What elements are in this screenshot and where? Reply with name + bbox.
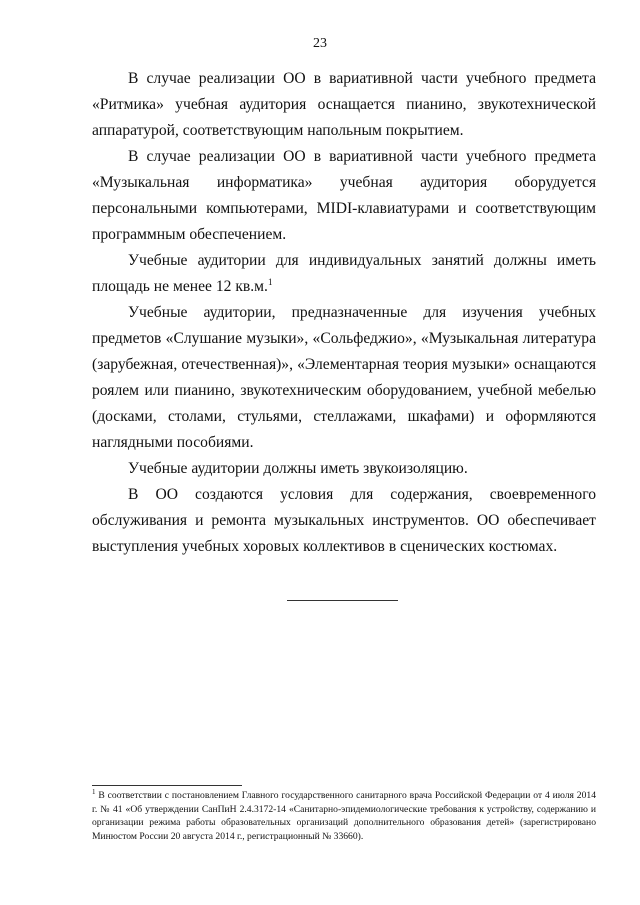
footnote-mark: 1 [92,787,96,796]
footnote-separator [92,785,242,786]
paragraph-individual-rooms-text: Учебные аудитории для индивидуальных занятий должны иметь площадь не менее 12 кв.м. [92,252,596,295]
paragraph-music-informatics: В случае реализации ОО в вариативной части учебного предмета «Музыкальная информатика» учебная аудитория оборудуется персональными компьютерами, MIDI-клавиатурами и соответствующим программным обеспечением. [92,148,596,243]
page-number: 23 [313,36,327,51]
paragraph-rhythmics: В случае реализации ОО в вариативной части учебного предмета «Ритмика» учебная аудитория оснащается пианино, звукотехнической аппаратурой, соответствующим напольным покрытием. [92,70,596,139]
paragraph-individual-rooms [92,248,596,300]
body-text [92,66,596,560]
footnote-text: В соответствии с постановлением Главного государственного санитарного врача Российской Федерации от 4 июля 2014 г. № 41 «Об утверждении СанПиН 2.4.3172-14 «Санитарно-эпидемиологические требования к устройству, содержанию и организации режима работы образовательных организаций дополнительного образования детей» (зарегистрировано Минюстом России 20 августа 2014 г., регистрационный № 33660). [92,790,596,842]
paragraph-classroom-equipment: Учебные аудитории, предназначенные для изучения учебных предметов «Слушание музыки», «Сольфеджио», «Музыкальная литература (зарубежная, отечественная)», «Элементарная теория музыки» оснащаются роялем или пианино, звукотехническим оборудованием, учебной мебелью (досками, столами, стульями, стеллажами, шкафами) и оформляются наглядными пособиями. [92,304,596,451]
footnote [92,789,596,843]
paragraph-soundproofing: Учебные аудитории должны иметь звукоизоляцию. [128,460,468,477]
footnote-reference: 1 [267,276,273,287]
section-end-divider [287,600,398,601]
paragraph-instruments-costumes: В ОО создаются условия для содержания, своевременного обслуживания и ремонта музыкальных инструментов. ОО обеспечивает выступления учебных хоровых коллективов в сценических костюмах. [92,486,596,555]
